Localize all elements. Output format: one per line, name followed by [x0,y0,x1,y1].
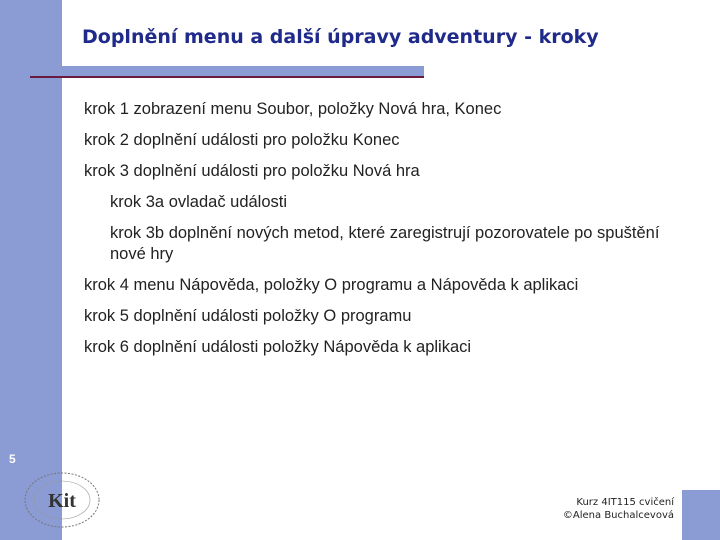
kit-logo [22,470,102,530]
slide-title: Doplnění menu a další úpravy adventury - kroky [82,26,599,48]
title-underline-accent [30,76,424,78]
step-item-3b: krok 3b doplnění nových metod, které zaregistrují pozorovatele po spuštění nové hry [110,224,660,263]
step-list [84,99,684,368]
corner-decor [682,490,720,540]
step-item-1: krok 1 zobrazení menu Soubor, položky Nová hra, Konec [84,100,502,118]
step-item-5: krok 5 doplnění události položky O programu [84,307,412,325]
footer-author: ©Alena Buchalcevová [562,510,674,521]
step-item-6: krok 6 doplnění události položky Nápověda k aplikaci [84,338,472,356]
step-item-3: krok 3 doplnění události pro položku Nová hra [84,162,420,180]
slide-number: 5 [9,452,16,466]
step-item-3a: krok 3a ovladač události [110,193,288,211]
logo-text: Kit [48,490,76,512]
step-item-2: krok 2 doplnění události pro položku Konec [84,131,400,149]
footer-course: Kurz 4IT115 cvičení [576,497,674,508]
footer [563,496,674,522]
step-item-4: krok 4 menu Nápověda, položky O programu a Nápověda k aplikaci [84,276,579,294]
